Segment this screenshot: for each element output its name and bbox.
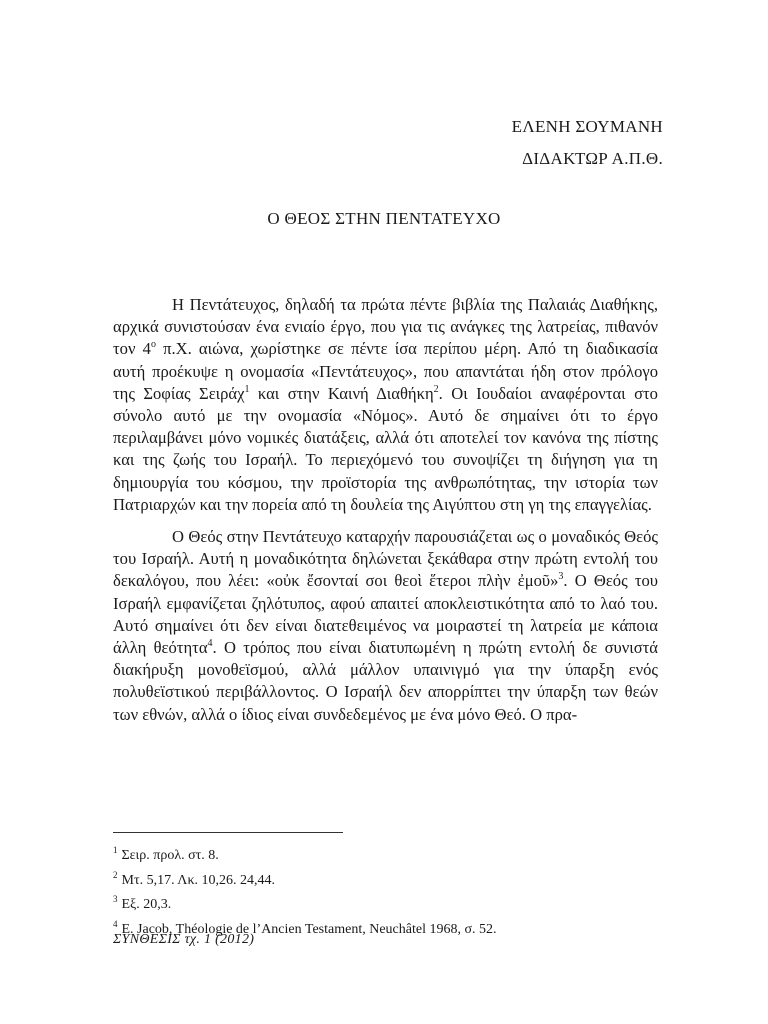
footnote-mark: 1 [113, 845, 118, 855]
footnote-ref-2[interactable]: 2 [433, 383, 439, 395]
footnote-mark: 2 [113, 869, 118, 880]
footnotes [113, 841, 673, 939]
author-name: ΕΛΕΝΗ ΣΟΥΜΑΝΗ [511, 117, 663, 136]
footnote-mark: 4 [113, 918, 118, 929]
paragraph-text: Ο Θεός στην Πεντάτευχο καταρχήν παρουσιάζεται ως ο μοναδικός Θεός του Ισραήλ. Αυτή η μοναδικότητα δηλώνεται ξεκάθαρα στην πρώτη εντολή του δεκαλόγου, που λέει: «οὐκ ἔσονταί σοι θεοὶ ἕτεροι πλὴν ἐμοῦ» [113, 527, 658, 591]
paragraph-text: . Ο Θεός του Ισραήλ εμφανίζεται ζηλότυπος, αφού απαιτεί αποκλειστικότητα από το λαό του. Αυτό σημαίνει ότι δεν είναι διατεθειμένος να μοιραστεί τη λατρεία με κάποια άλλη θεότητα [113, 571, 659, 658]
paragraph-text: π.Χ. αιώνα, χωρίστηκε σε πέντε ίσα περίπου μέρη. Από τη διαδικασία αυτή προέκυψε η ονομασία «Πεντάτευχος», που απαντάται ήδη στον πρόλογο της Σοφίας Σειράχ [113, 339, 658, 403]
footnote-1 [113, 841, 673, 866]
paragraph-text: και στην Καινή Διαθήκη [249, 383, 434, 403]
author-affiliation: ΔΙΔΑΚΤΩΡ Α.Π.Θ. [522, 149, 663, 168]
footnote-text: Μτ. 5,17. Λκ. 10,26. 24,44. [121, 872, 276, 888]
paragraph-2 [113, 526, 658, 726]
article-body [113, 294, 658, 736]
footnote-ref-3[interactable]: 3 [558, 571, 564, 583]
paragraph-text: . Ο τρόπος που είναι διατυπωμένη η πρώτη εντολή δε συνιστά διακήρυξη μονοθεϊσμού, αλλά μάλλον υπαινιγμό για την ύπαρξη ενός πολυθεϊστικού περιβάλλοντος. Ο Ισραήλ δεν απορρίπτει την ύπαρξη των θεών των εθνών, αλλά ο ίδιος είναι συνδεδεμένος με ένα μόνο Θεό. Ο πρα- [113, 638, 659, 724]
footnote-separator [113, 832, 343, 833]
footnote-ref-4[interactable]: 4 [207, 638, 213, 650]
footnote-mark: 3 [113, 894, 118, 905]
superscript-ordinal: ο [150, 339, 156, 351]
article-title: Ο ΘΕΟΣ ΣΤΗΝ ΠΕΝΤΑΤΕΥΧΟ [267, 209, 501, 228]
footnote-text: Εξ. 20,3. [121, 897, 172, 913]
footnote-3 [113, 890, 673, 915]
footnote-text: Σειρ. προλ. στ. 8. [121, 848, 219, 863]
journal-reference: ΣΥΝΘΕΣΙΣ τχ. 1 (2012) [113, 932, 255, 947]
footnote-2 [113, 866, 673, 891]
paragraph-text: Η Πεντάτευχος, δηλαδή τα πρώτα πέντε βιβλία της Παλαιάς Διαθήκης, αρχικά συνιστούσαν ένα ενιαίο έργο, που για τις ανάγκες της λατρείας, πιθανόν τον 4 [113, 295, 658, 359]
footnote-ref-1[interactable]: 1 [244, 383, 250, 395]
paragraph-1 [113, 294, 658, 516]
footnote-text: E. Jacob, Théologie de l’Ancien Testament, Neuchâtel 1968, σ. 52. [121, 921, 497, 937]
paragraph-text: . Οι Ιουδαίοι αναφέρονται στο σύνολο αυτό με την ονομασία «Νόμος». Αυτό δε σημαίνει ότι το έργο περιλαμβάνει μόνο νομικές διατάξεις, αλλά ότι αποτελεί τον κανόνα της πίστης και της ζωής του Ισραήλ. Το περιεχόμενό του συνοψίζει τη διήγηση για τη δημιουργία του κόσμου, την προϊστορία της ανθρωπότητας, την ιστορία των Πατριαρχών και την πορεία από τη δουλεία της Αιγύπτου στη γη της επαγγελίας. [113, 383, 658, 514]
